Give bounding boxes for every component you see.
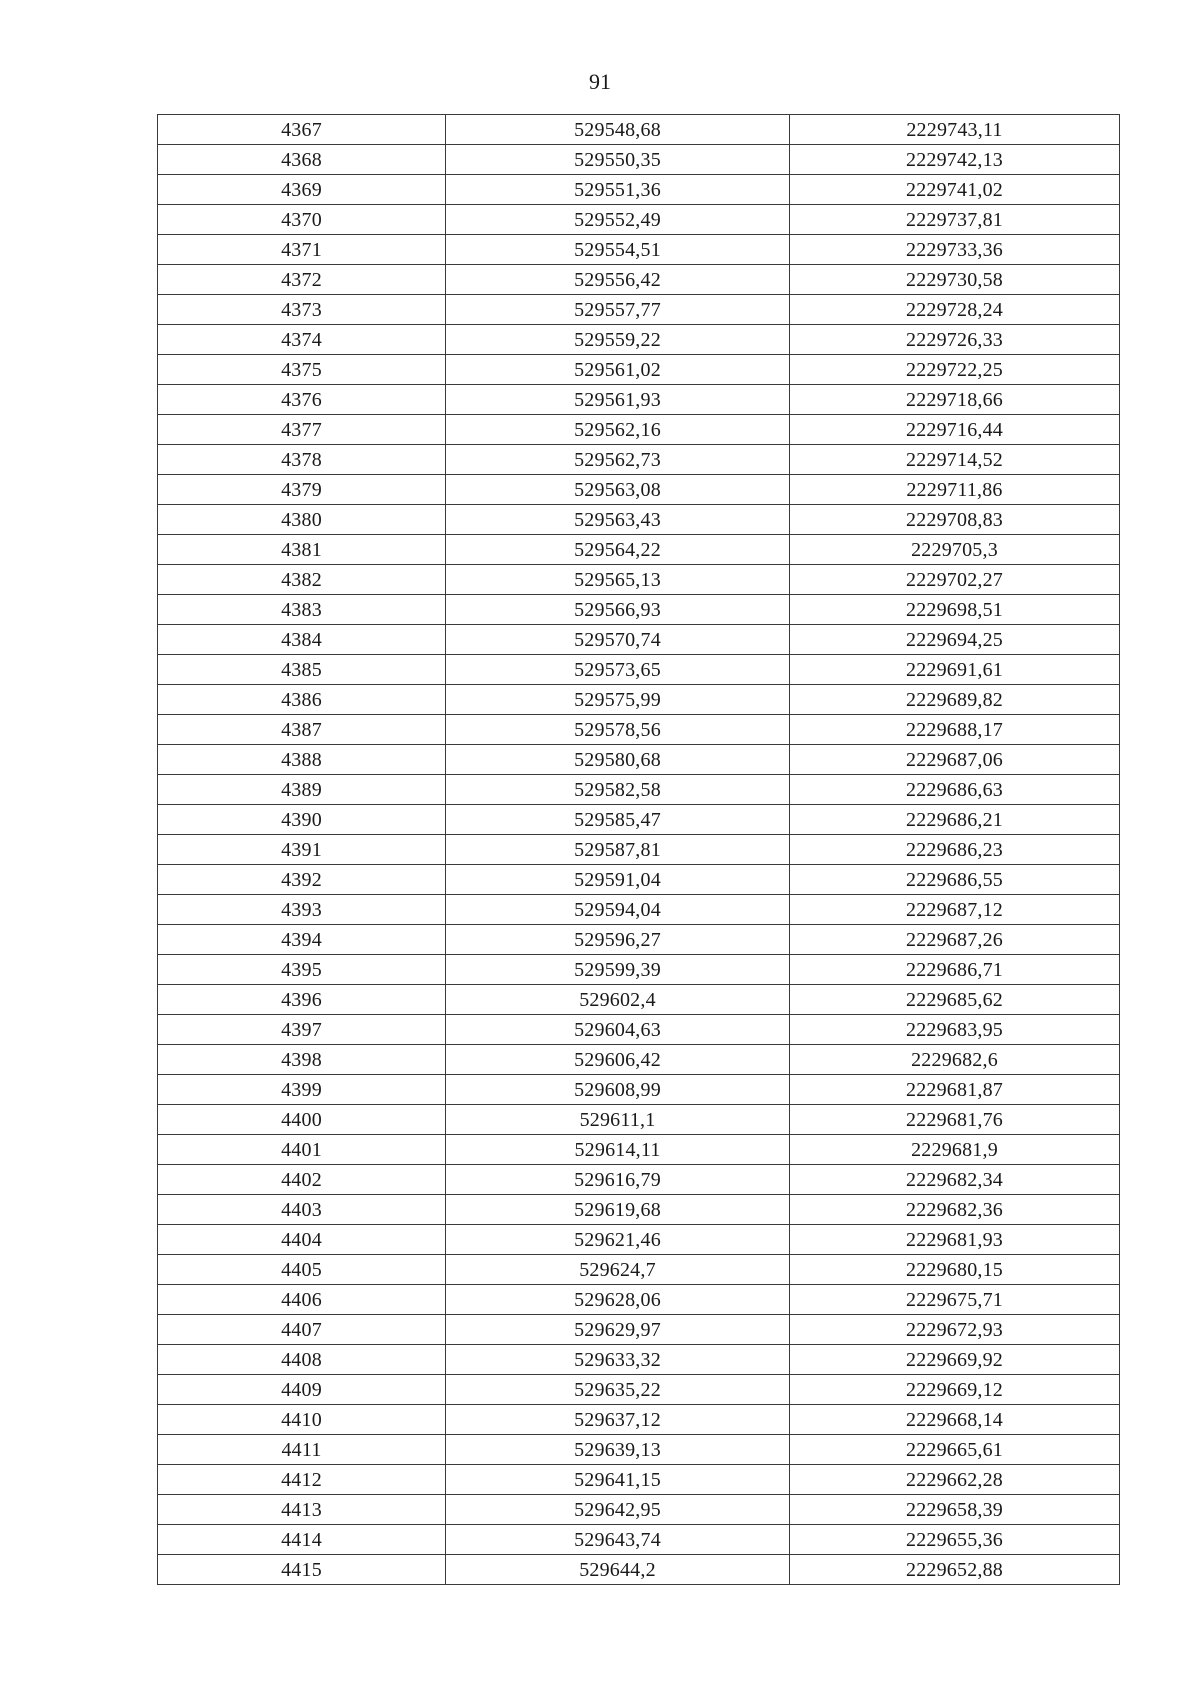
table-row	[158, 625, 1120, 655]
x-coordinate-cell: 529575,99	[446, 685, 790, 715]
point-number-cell: 4380	[158, 505, 446, 535]
point-number-cell: 4388	[158, 745, 446, 775]
point-number-cell: 4409	[158, 1375, 446, 1405]
x-coordinate-cell: 529629,97	[446, 1315, 790, 1345]
point-number-cell: 4378	[158, 445, 446, 475]
x-coordinate-cell: 529611,1	[446, 1105, 790, 1135]
x-coordinate-cell: 529561,02	[446, 355, 790, 385]
table-row	[158, 385, 1120, 415]
y-coordinate-cell: 2229743,11	[790, 115, 1120, 145]
point-number-cell: 4396	[158, 985, 446, 1015]
x-coordinate-cell: 529565,13	[446, 565, 790, 595]
x-coordinate-cell: 529550,35	[446, 145, 790, 175]
point-number-cell: 4411	[158, 1435, 446, 1465]
y-coordinate-cell: 2229662,28	[790, 1465, 1120, 1495]
table-row	[158, 505, 1120, 535]
point-number-cell: 4385	[158, 655, 446, 685]
y-coordinate-cell: 2229742,13	[790, 145, 1120, 175]
x-coordinate-cell: 529616,79	[446, 1165, 790, 1195]
x-coordinate-cell: 529562,73	[446, 445, 790, 475]
y-coordinate-cell: 2229668,14	[790, 1405, 1120, 1435]
table-row	[158, 235, 1120, 265]
point-number-cell: 4413	[158, 1495, 446, 1525]
point-number-cell: 4407	[158, 1315, 446, 1345]
table-row	[158, 1285, 1120, 1315]
point-number-cell: 4414	[158, 1525, 446, 1555]
point-number-cell: 4400	[158, 1105, 446, 1135]
table-row	[158, 1525, 1120, 1555]
x-coordinate-cell: 529559,22	[446, 325, 790, 355]
table-row	[158, 955, 1120, 985]
table-row	[158, 565, 1120, 595]
y-coordinate-cell: 2229688,17	[790, 715, 1120, 745]
point-number-cell: 4368	[158, 145, 446, 175]
x-coordinate-cell: 529554,51	[446, 235, 790, 265]
table-row	[158, 145, 1120, 175]
y-coordinate-cell: 2229686,21	[790, 805, 1120, 835]
point-number-cell: 4412	[158, 1465, 446, 1495]
table-row	[158, 1435, 1120, 1465]
table-row	[158, 655, 1120, 685]
x-coordinate-cell: 529628,06	[446, 1285, 790, 1315]
table-row	[158, 1135, 1120, 1165]
y-coordinate-cell: 2229682,36	[790, 1195, 1120, 1225]
x-coordinate-cell: 529578,56	[446, 715, 790, 745]
table-row	[158, 1045, 1120, 1075]
point-number-cell: 4404	[158, 1225, 446, 1255]
point-number-cell: 4392	[158, 865, 446, 895]
table-row	[158, 175, 1120, 205]
x-coordinate-cell: 529594,04	[446, 895, 790, 925]
x-coordinate-cell: 529604,63	[446, 1015, 790, 1045]
point-number-cell: 4382	[158, 565, 446, 595]
x-coordinate-cell: 529562,16	[446, 415, 790, 445]
table-row	[158, 925, 1120, 955]
x-coordinate-cell: 529621,46	[446, 1225, 790, 1255]
point-number-cell: 4381	[158, 535, 446, 565]
x-coordinate-cell: 529585,47	[446, 805, 790, 835]
point-number-cell: 4390	[158, 805, 446, 835]
point-number-cell: 4408	[158, 1345, 446, 1375]
x-coordinate-cell: 529643,74	[446, 1525, 790, 1555]
point-number-cell: 4405	[158, 1255, 446, 1285]
table-row	[158, 445, 1120, 475]
point-number-cell: 4383	[158, 595, 446, 625]
y-coordinate-cell: 2229669,92	[790, 1345, 1120, 1375]
point-number-cell: 4386	[158, 685, 446, 715]
x-coordinate-cell: 529644,2	[446, 1555, 790, 1585]
x-coordinate-cell: 529614,11	[446, 1135, 790, 1165]
y-coordinate-cell: 2229682,6	[790, 1045, 1120, 1075]
table-row	[158, 715, 1120, 745]
x-coordinate-cell: 529548,68	[446, 115, 790, 145]
point-number-cell: 4370	[158, 205, 446, 235]
x-coordinate-cell: 529564,22	[446, 535, 790, 565]
y-coordinate-cell: 2229698,51	[790, 595, 1120, 625]
table-row	[158, 1255, 1120, 1285]
x-coordinate-cell: 529608,99	[446, 1075, 790, 1105]
x-coordinate-cell: 529591,04	[446, 865, 790, 895]
x-coordinate-cell: 529557,77	[446, 295, 790, 325]
point-number-cell: 4393	[158, 895, 446, 925]
y-coordinate-cell: 2229672,93	[790, 1315, 1120, 1345]
y-coordinate-cell: 2229681,76	[790, 1105, 1120, 1135]
y-coordinate-cell: 2229686,63	[790, 775, 1120, 805]
page-number: 91	[589, 69, 611, 94]
y-coordinate-cell: 2229686,23	[790, 835, 1120, 865]
x-coordinate-cell: 529552,49	[446, 205, 790, 235]
x-coordinate-cell: 529619,68	[446, 1195, 790, 1225]
x-coordinate-cell: 529582,58	[446, 775, 790, 805]
y-coordinate-cell: 2229733,36	[790, 235, 1120, 265]
y-coordinate-cell: 2229669,12	[790, 1375, 1120, 1405]
x-coordinate-cell: 529563,43	[446, 505, 790, 535]
y-coordinate-cell: 2229686,55	[790, 865, 1120, 895]
x-coordinate-cell: 529599,39	[446, 955, 790, 985]
y-coordinate-cell: 2229728,24	[790, 295, 1120, 325]
y-coordinate-cell: 2229691,61	[790, 655, 1120, 685]
table-row	[158, 895, 1120, 925]
y-coordinate-cell: 2229714,52	[790, 445, 1120, 475]
table-row	[158, 1375, 1120, 1405]
x-coordinate-cell: 529637,12	[446, 1405, 790, 1435]
point-number-cell: 4397	[158, 1015, 446, 1045]
y-coordinate-cell: 2229683,95	[790, 1015, 1120, 1045]
y-coordinate-cell: 2229687,26	[790, 925, 1120, 955]
y-coordinate-cell: 2229702,27	[790, 565, 1120, 595]
table-row	[158, 1225, 1120, 1255]
y-coordinate-cell: 2229711,86	[790, 475, 1120, 505]
y-coordinate-cell: 2229681,93	[790, 1225, 1120, 1255]
y-coordinate-cell: 2229687,12	[790, 895, 1120, 925]
table-row	[158, 745, 1120, 775]
x-coordinate-cell: 529563,08	[446, 475, 790, 505]
point-number-cell: 4402	[158, 1165, 446, 1195]
point-number-cell: 4384	[158, 625, 446, 655]
x-coordinate-cell: 529580,68	[446, 745, 790, 775]
point-number-cell: 4399	[158, 1075, 446, 1105]
y-coordinate-cell: 2229665,61	[790, 1435, 1120, 1465]
table-row	[158, 265, 1120, 295]
point-number-cell: 4401	[158, 1135, 446, 1165]
x-coordinate-cell: 529639,13	[446, 1435, 790, 1465]
point-number-cell: 4375	[158, 355, 446, 385]
x-coordinate-cell: 529573,65	[446, 655, 790, 685]
y-coordinate-cell: 2229652,88	[790, 1555, 1120, 1585]
table-row	[158, 1195, 1120, 1225]
point-number-cell: 4374	[158, 325, 446, 355]
point-number-cell: 4415	[158, 1555, 446, 1585]
table-row	[158, 1465, 1120, 1495]
coordinates-table	[157, 114, 1120, 1585]
table-row	[158, 805, 1120, 835]
point-number-cell: 4403	[158, 1195, 446, 1225]
table-row	[158, 1405, 1120, 1435]
y-coordinate-cell: 2229675,71	[790, 1285, 1120, 1315]
point-number-cell: 4377	[158, 415, 446, 445]
table-row	[158, 595, 1120, 625]
y-coordinate-cell: 2229722,25	[790, 355, 1120, 385]
table-row	[158, 685, 1120, 715]
table-row	[158, 1555, 1120, 1585]
x-coordinate-cell: 529566,93	[446, 595, 790, 625]
y-coordinate-cell: 2229730,58	[790, 265, 1120, 295]
point-number-cell: 4379	[158, 475, 446, 505]
y-coordinate-cell: 2229655,36	[790, 1525, 1120, 1555]
table-row	[158, 1315, 1120, 1345]
point-number-cell: 4398	[158, 1045, 446, 1075]
point-number-cell: 4406	[158, 1285, 446, 1315]
y-coordinate-cell: 2229685,62	[790, 985, 1120, 1015]
y-coordinate-cell: 2229718,66	[790, 385, 1120, 415]
table-row	[158, 1075, 1120, 1105]
point-number-cell: 4389	[158, 775, 446, 805]
y-coordinate-cell: 2229705,3	[790, 535, 1120, 565]
y-coordinate-cell: 2229680,15	[790, 1255, 1120, 1285]
y-coordinate-cell: 2229689,82	[790, 685, 1120, 715]
point-number-cell: 4387	[158, 715, 446, 745]
table-row	[158, 1165, 1120, 1195]
y-coordinate-cell: 2229737,81	[790, 205, 1120, 235]
point-number-cell: 4410	[158, 1405, 446, 1435]
x-coordinate-cell: 529596,27	[446, 925, 790, 955]
x-coordinate-cell: 529641,15	[446, 1465, 790, 1495]
y-coordinate-cell: 2229726,33	[790, 325, 1120, 355]
x-coordinate-cell: 529624,7	[446, 1255, 790, 1285]
table-row	[158, 475, 1120, 505]
x-coordinate-cell: 529602,4	[446, 985, 790, 1015]
point-number-cell: 4372	[158, 265, 446, 295]
x-coordinate-cell: 529587,81	[446, 835, 790, 865]
y-coordinate-cell: 2229658,39	[790, 1495, 1120, 1525]
table-row	[158, 775, 1120, 805]
x-coordinate-cell: 529561,93	[446, 385, 790, 415]
y-coordinate-cell: 2229681,9	[790, 1135, 1120, 1165]
x-coordinate-cell: 529551,36	[446, 175, 790, 205]
x-coordinate-cell: 529633,32	[446, 1345, 790, 1375]
table-row	[158, 325, 1120, 355]
y-coordinate-cell: 2229687,06	[790, 745, 1120, 775]
point-number-cell: 4371	[158, 235, 446, 265]
table-row	[158, 355, 1120, 385]
table-row	[158, 1495, 1120, 1525]
table-row	[158, 295, 1120, 325]
y-coordinate-cell: 2229686,71	[790, 955, 1120, 985]
y-coordinate-cell: 2229708,83	[790, 505, 1120, 535]
table-row	[158, 205, 1120, 235]
point-number-cell: 4391	[158, 835, 446, 865]
table-row	[158, 865, 1120, 895]
y-coordinate-cell: 2229681,87	[790, 1075, 1120, 1105]
table-row	[158, 985, 1120, 1015]
x-coordinate-cell: 529606,42	[446, 1045, 790, 1075]
point-number-cell: 4373	[158, 295, 446, 325]
coordinates-table-body	[158, 115, 1120, 1585]
point-number-cell: 4394	[158, 925, 446, 955]
point-number-cell: 4395	[158, 955, 446, 985]
x-coordinate-cell: 529556,42	[446, 265, 790, 295]
point-number-cell: 4376	[158, 385, 446, 415]
y-coordinate-cell: 2229716,44	[790, 415, 1120, 445]
table-row	[158, 535, 1120, 565]
x-coordinate-cell: 529642,95	[446, 1495, 790, 1525]
x-coordinate-cell: 529635,22	[446, 1375, 790, 1405]
point-number-cell: 4367	[158, 115, 446, 145]
y-coordinate-cell: 2229682,34	[790, 1165, 1120, 1195]
y-coordinate-cell: 2229741,02	[790, 175, 1120, 205]
y-coordinate-cell: 2229694,25	[790, 625, 1120, 655]
table-row	[158, 1105, 1120, 1135]
table-row	[158, 835, 1120, 865]
point-number-cell: 4369	[158, 175, 446, 205]
table-row	[158, 1345, 1120, 1375]
table-row	[158, 1015, 1120, 1045]
x-coordinate-cell: 529570,74	[446, 625, 790, 655]
table-row	[158, 115, 1120, 145]
table-row	[158, 415, 1120, 445]
